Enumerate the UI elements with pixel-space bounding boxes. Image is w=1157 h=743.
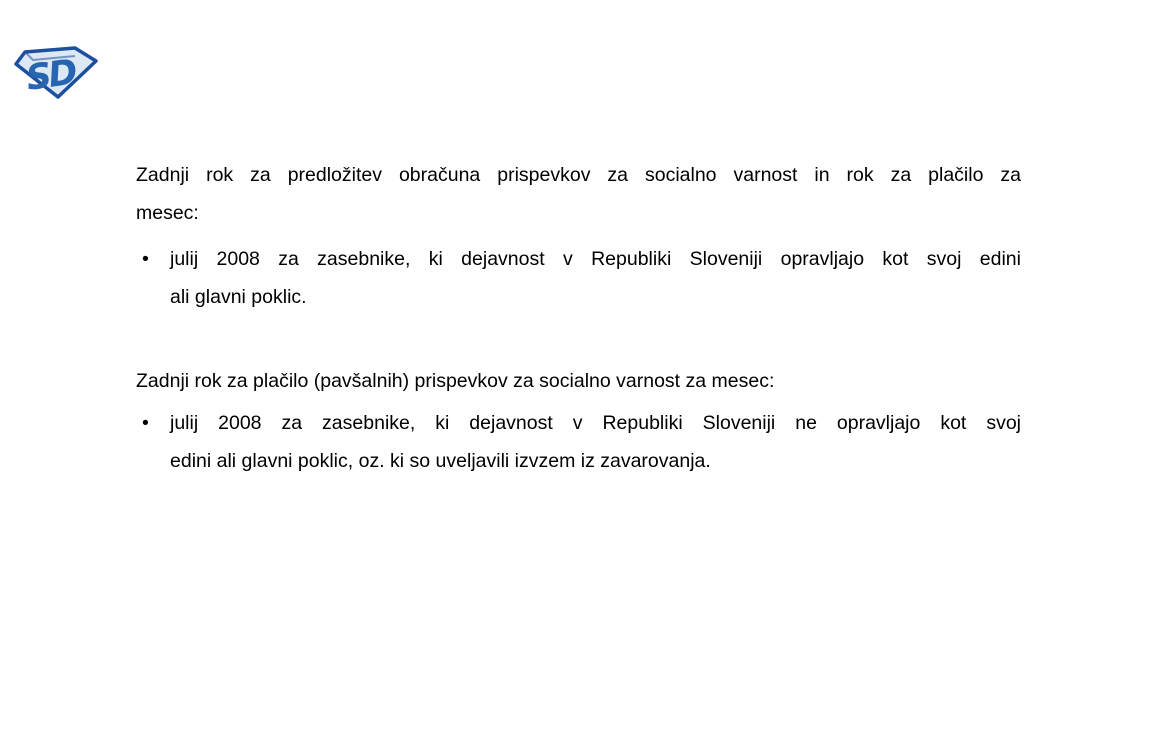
section2-bullet-line1: julij 2008 za zasebnike, ki dejavnost v Republiki Sloveniji ne opravljajo kot svoj <box>170 412 1021 434</box>
section1-bullet-line2: ali glavni poklic. <box>170 286 307 308</box>
section2-bullet-text <box>170 404 1021 480</box>
section1-bullet-line1: julij 2008 za zasebnike, ki dejavnost v Republiki Sloveniji opravljajo kot svoj edini <box>170 248 1021 270</box>
section1-heading-line2: mesec: <box>136 202 199 224</box>
section2-bullet-line2: edini ali glavni poklic, oz. ki so uveljavili izvzem iz zavarovanja. <box>170 450 711 472</box>
sd-diamond-logo <box>13 46 99 100</box>
bullet-marker: • <box>142 248 149 270</box>
section1-heading-line1: Zadnji rok za predložitev obračuna prispevkov za socialno varnost in rok za plačilo za <box>136 164 1021 186</box>
section1-bullet-item <box>136 240 1021 316</box>
bullet-marker: • <box>142 412 149 434</box>
section2-heading-line1: Zadnji rok za plačilo (pavšalnih) prispevkov za socialno varnost za mesec: <box>136 370 775 392</box>
section1-heading <box>136 156 1021 232</box>
document-text-block <box>136 156 1021 480</box>
logo-letters: SD <box>23 52 78 99</box>
section2-bullet-item <box>136 404 1021 480</box>
sd-diamond-logo-svg <box>13 46 99 100</box>
section2-heading <box>136 362 1021 400</box>
section1-bullet-text <box>170 240 1021 316</box>
